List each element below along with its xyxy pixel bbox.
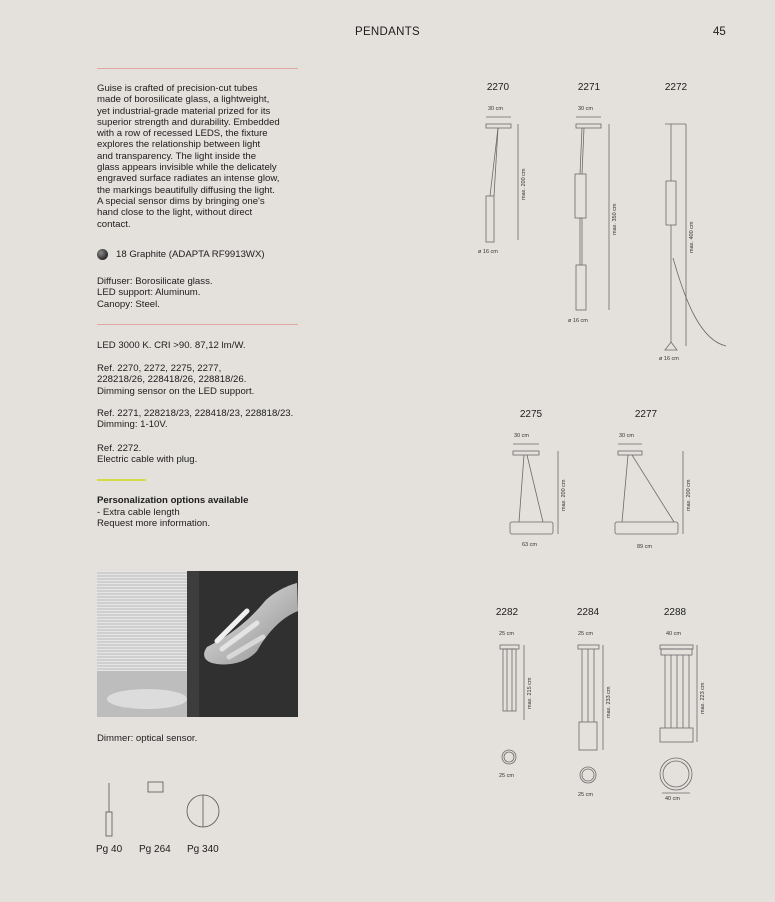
materials-text: Diffuser: Borosilicate glass. LED support: Aluminum. Canopy: Steel. [97,276,213,310]
related-link-pg40[interactable]: Pg 40 [96,844,123,855]
height-label-2282: max. 215 cm [527,677,533,709]
personalization-title: Personalization options available [97,495,249,506]
model-code-2271: 2271 [577,82,601,93]
refs-1-10v: Ref. 2271, 228218/23, 228418/23, 228818/23. Dimming: 1-10V. [97,408,294,431]
led-spec: LED 3000 K. CRI >90. 87,12 lm/W. [97,340,246,351]
photo-caption: Dimmer: optical sensor. [97,733,198,744]
drawing-2275 [510,444,558,534]
model-code-2288: 2288 [663,607,687,618]
refs-dimming-sensor: Ref. 2270, 2272, 2275, 2277, 228218/26, 228418/26, 228818/26. Dimming sensor on the LED support. [97,363,255,397]
drawing-2271 [575,117,609,310]
diameter-label-2272: ø 16 cm [659,356,679,362]
height-label-2272: max. 400 cm [689,221,695,253]
diameter-label-2270: ø 16 cm [478,249,498,255]
page-title: PENDANTS [354,26,421,38]
model-code-2277: 2277 [634,409,658,420]
related-link-pg264[interactable]: Pg 264 [139,844,171,855]
length-label-2277: 89 cm [637,544,652,550]
drawing-2284 [578,645,603,783]
drawing-2277 [615,444,683,534]
drawing-2282 [500,645,524,764]
width-label-2282: 25 cm [499,631,514,637]
diameter-label-2284: 25 cm [578,792,593,798]
width-label-2284: 25 cm [578,631,593,637]
width-label-2271: 30 cm [578,106,593,112]
drawing-2288 [660,645,697,793]
page-number: 45 [713,26,726,38]
width-label-2288: 40 cm [666,631,681,637]
height-label-2277: max. 200 cm [686,479,692,511]
diameter-label-2271: ø 16 cm [568,318,588,324]
length-label-2275: 63 cm [522,542,537,548]
related-link-pg340[interactable]: Pg 340 [187,844,219,855]
finish-label: 18 Graphite (ADAPTA RF9913WX) [116,249,265,260]
refs-plug: Ref. 2272. Electric cable with plug. [97,443,198,466]
width-label-2277: 30 cm [619,433,634,439]
height-label-2271: max. 350 cm [612,203,618,235]
model-code-2270: 2270 [486,82,510,93]
diameter-label-2282: 25 cm [499,773,514,779]
height-label-2270: max. 200 cm [521,168,527,200]
model-code-2275: 2275 [519,409,543,420]
model-code-2282: 2282 [495,607,519,618]
drawing-2272 [665,124,726,350]
diameter-label-2288: 40 cm [665,796,680,802]
width-label-2275: 30 cm [514,433,529,439]
height-label-2284: max. 233 cm [606,686,612,718]
model-code-2272: 2272 [664,82,688,93]
intro-text: Guise is crafted of precision-cut tubes made of borosilicate glass, a lightweight, yet industrial-grade material prized for its superior strength and durability. Embedded with a row of recessed LEDS, the fixture explores the relationship between light and transparency. The light inside the glass appears invisible while the delicately engraved surface radiates an intense glow, the markings beautifully diffusing the light. A special sensor dims by bringing one's hand close to the light, without direct contact. [97,83,280,230]
personalization-body: - Extra cable length Request more information. [97,507,211,530]
height-label-2288: max. 223 cm [700,682,706,714]
width-label-2270: 30 cm [488,106,503,112]
drawing-2270 [486,117,518,242]
height-label-2275: max. 200 cm [561,479,567,511]
model-code-2284: 2284 [576,607,600,618]
